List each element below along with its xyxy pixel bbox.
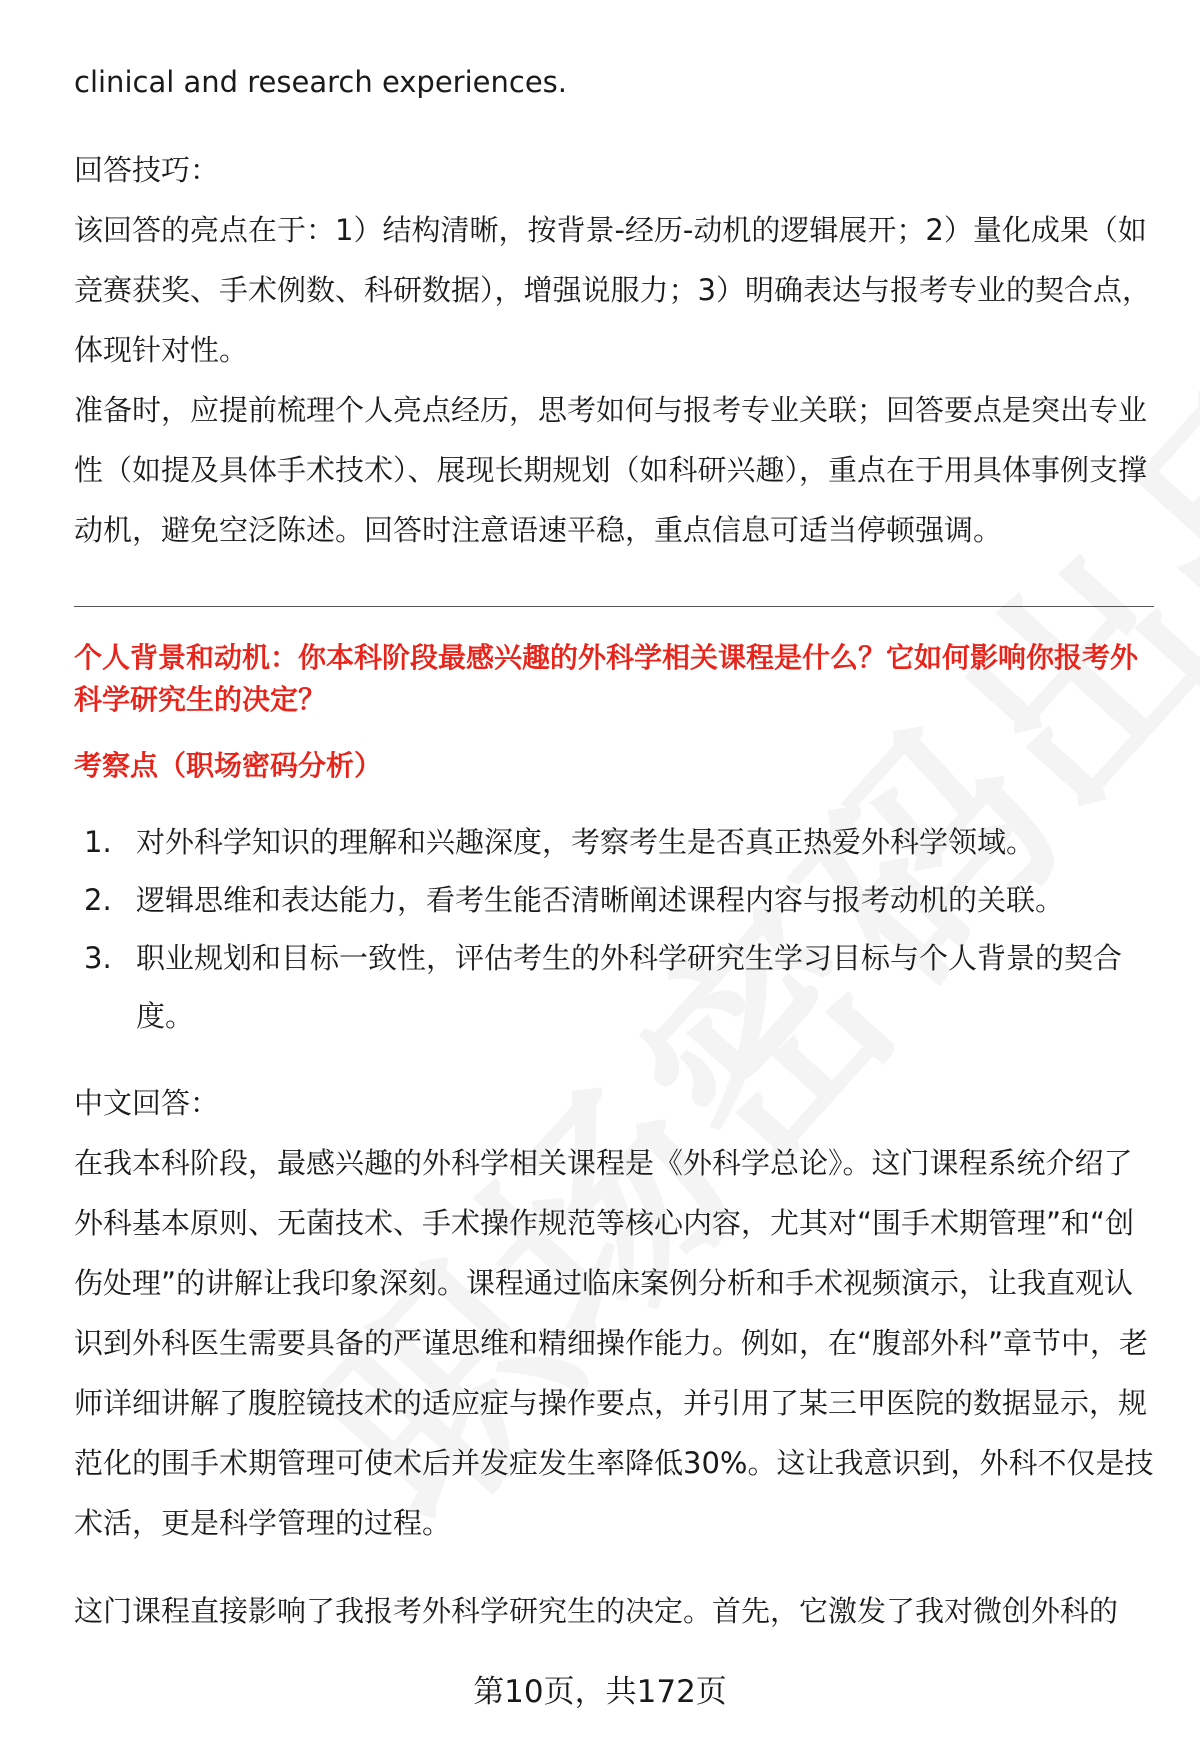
answer-paragraph-1: 在我本科阶段，最感兴趣的外科学相关课程是《外科学总论》。这门课程系统介绍了外科基本原则、无菌技术、手术操作规范等核心内容，尤其对“围手术期管理”和“创伤处理”的讲解让我印象深刻。课程通过临床案例分析和手术视频演示，让我直观认识到外科医生需要具备的严谨思维和精细操作能力。例如，在“腹部外科”章节中，老师详细讲解了腹腔镜技术的适应症与操作要点，并引用了某三甲医院的数据显示，规范化的围手术期管理可使术后并发症发生率降低30%。这让我意识到，外科不仅是技术活，更是科学管理的过程。 <box>74 1146 1154 1540</box>
list-item-text: 对外科学知识的理解和兴趣深度，考察考生是否真正热爱外科学领域。 <box>136 825 1036 859</box>
page-number-footer: 第10页，共172页 <box>473 1674 727 1710</box>
list-item-number: 1. <box>84 825 112 859</box>
list-item <box>74 929 1154 1045</box>
page-content <box>74 52 1154 1641</box>
list-item-number: 3. <box>84 941 112 975</box>
assessment-points-list <box>74 813 1154 1045</box>
list-item-text: 逻辑思维和表达能力，看考生能否清晰阐述课程内容与报考动机的关联。 <box>136 883 1065 917</box>
answer-paragraph-2: 这门课程直接影响了我报考外科学研究生的决定。首先，它激发了我对微创外科的 <box>74 1594 1119 1628</box>
list-item <box>74 871 1154 929</box>
answer-heading: 中文回答： <box>74 1086 220 1120</box>
lead-line: clinical and research experiences. <box>74 65 567 99</box>
question-title: 个人背景和动机：你本科阶段最感兴趣的外科学相关课程是什么？它如何影响你报考外科学研究生的决定？ <box>74 641 1139 716</box>
assessment-points-heading: 考察点（职场密码分析） <box>74 749 383 782</box>
section-divider <box>74 606 1154 607</box>
list-item-text: 职业规划和目标一致性，评估考生的外科学研究生学习目标与个人背景的契合度。 <box>136 941 1123 1033</box>
tips-paragraph-1: 该回答的亮点在于：1）结构清晰，按背景-经历-动机的逻辑展开；2）量化成果（如竞赛获奖、手术例数、科研数据），增强说服力；3）明确表达与报考专业的契合点，体现针对性。 <box>74 213 1151 367</box>
list-item-number: 2. <box>84 883 112 917</box>
list-item <box>74 813 1154 871</box>
tips-heading: 回答技巧： <box>74 153 220 187</box>
tips-paragraph-2: 准备时，应提前梳理个人亮点经历，思考如何与报考专业关联；回答要点是突出专业性（如提及具体手术技术）、展现长期规划（如科研兴趣），重点在于用具体事例支撑动机，避免空泛陈述。回答时注意语速平稳，重点信息可适当停顿强调。 <box>74 393 1148 547</box>
